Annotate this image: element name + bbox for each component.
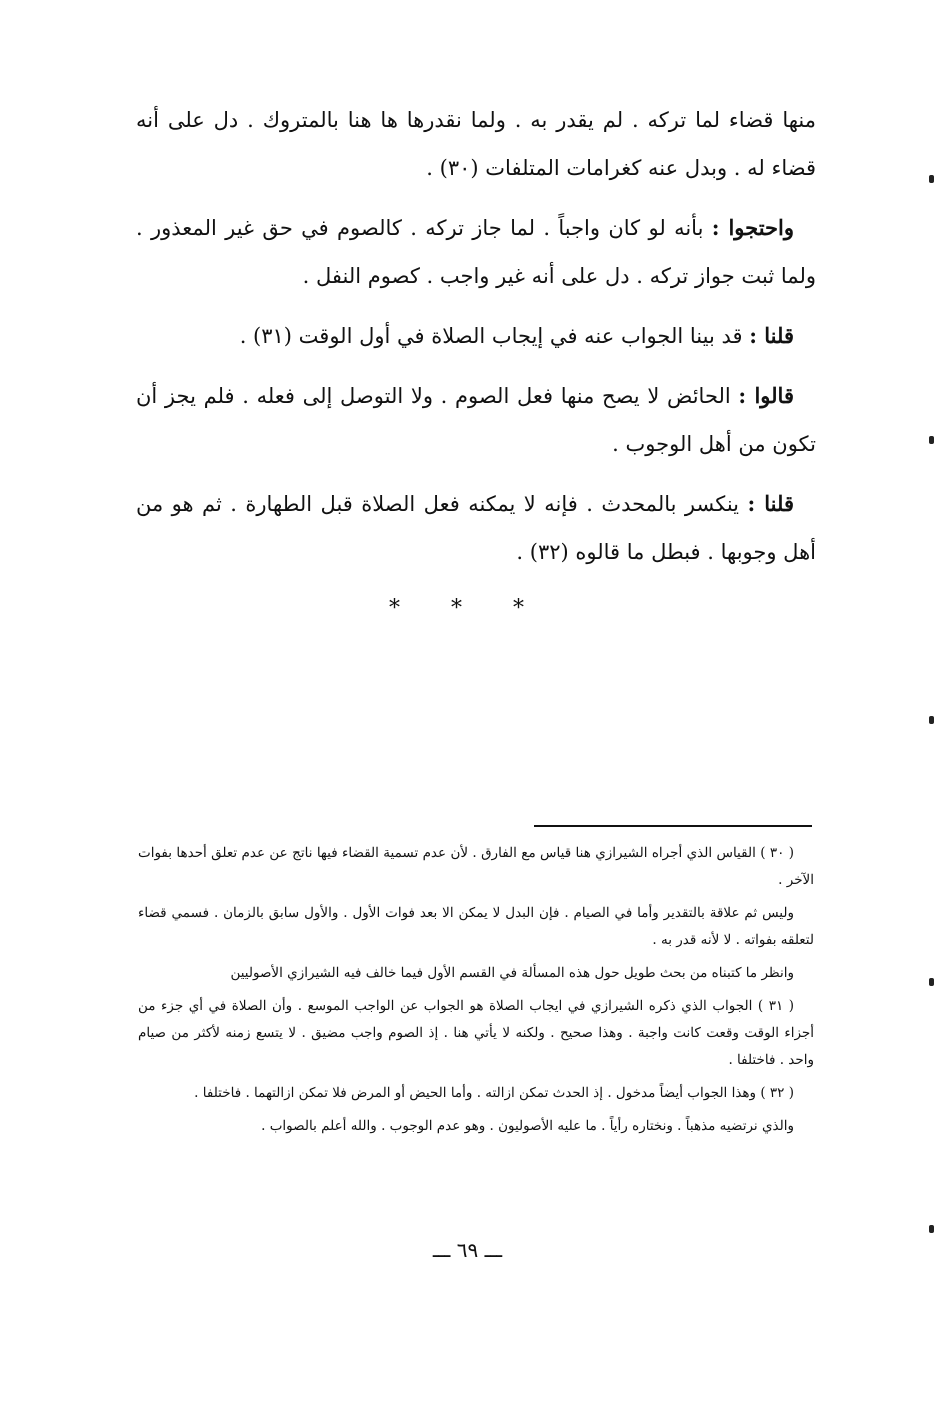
- section-separator: * * *: [389, 596, 546, 621]
- paragraph-lead: واحتجوا :: [711, 215, 794, 240]
- footnote-rule: [534, 825, 812, 827]
- paragraph-text: ينكسر بالمحدث . فإنه لا يمكنه فعل الصلاة قبل الطهارة . ثم هو من أهل وجوبها . فبطل ما قالوه (٣٢) .: [136, 492, 816, 564]
- footnote-conclusion: والذي نرتضيه مذهباً . ونختاره رأياً . ما عليه الأصوليون . وهو عدم الوجوب . والله أعلم بالصواب .: [261, 1118, 794, 1134]
- main-text: [136, 96, 816, 588]
- footnote-30-reference: وانظر ما كتبناه من بحث طويل حول هذه المسألة في القسم الأول فيما خالف فيه الشيرازي الأصوليين: [230, 965, 794, 981]
- paragraph-text: بأنه لو كان واجباً . لما جاز تركه . كالصوم في حق غير المعذور . ولما ثبت جواز تركه . دل على أنه غير واجب . كصوم النفل .: [136, 216, 816, 288]
- paragraph-lead: قالوا :: [738, 383, 794, 408]
- paragraph-4: [136, 372, 816, 468]
- paragraph-text: منها قضاء لما تركه . لم يقدر به . ولما نقدرها ها هنا بالمتروك . دل على أنه قضاء له . وبدل عنه كغرامات المتلفات (٣٠) .: [136, 108, 816, 180]
- paragraph-lead: قلنا :: [747, 491, 794, 516]
- paragraph-3: [136, 312, 816, 360]
- scan-mark: [929, 978, 934, 986]
- scan-mark: [929, 436, 934, 444]
- paragraph-lead: قلنا :: [749, 323, 794, 348]
- paragraph-1: [136, 96, 816, 192]
- footnote-30-continued: وليس ثم علاقة بالتقدير وأما في الصيام . فإن البدل لا يمكن الا بعد فوات الأول . والأول سابق بالزمان . فسمي قضاء لتعلقه بفواته . لا لأنه قدر به .: [138, 905, 814, 948]
- scan-mark: [929, 1225, 934, 1233]
- footnote-32: ( ٣٢ ) وهذا الجواب أيضاً مدخول . إذ الحدث تمكن ازالته . وأما الحيض أو المرض فلا تمكن ازالتهما . فاختلفا .: [194, 1085, 794, 1101]
- scan-mark: [929, 175, 934, 183]
- footnote-30: ( ٣٠ ) القياس الذي أجراه الشيرازي هنا قياس مع الفارق . لأن عدم تسمية القضاء فيها ناتج عن عدم تعلق أحدها بفوات الآخر .: [138, 845, 814, 888]
- scan-mark: [929, 716, 934, 724]
- paragraph-2: [136, 204, 816, 300]
- paragraph-5: [136, 480, 816, 576]
- footnote-31: ( ٣١ ) الجواب الذي ذكره الشيرازي في ايجاب الصلاة هو الجواب عن الواجب الموسع . وأن الصلاة في أي جزء من أجزاء الوقت وقعت كانت واجبة . وهذا صحيح . ولكنه لا يأتي هنا . إذ الصوم واجب مضيق . لا يتسع زمنه لأكثر من صيام واحد . فاختلفا .: [138, 998, 814, 1068]
- paragraph-text: قد بينا الجواب عنه في إيجاب الصلاة في أول الوقت (٣١) .: [239, 324, 750, 348]
- footnotes: [138, 840, 814, 1146]
- page-number: ـــ ٦٩ ـــ: [432, 1238, 503, 1262]
- paragraph-text: الحائض لا يصح منها فعل الصوم . ولا التوصل إلى فعله . فلم يجز أن تكون من أهل الوجوب .: [136, 384, 816, 456]
